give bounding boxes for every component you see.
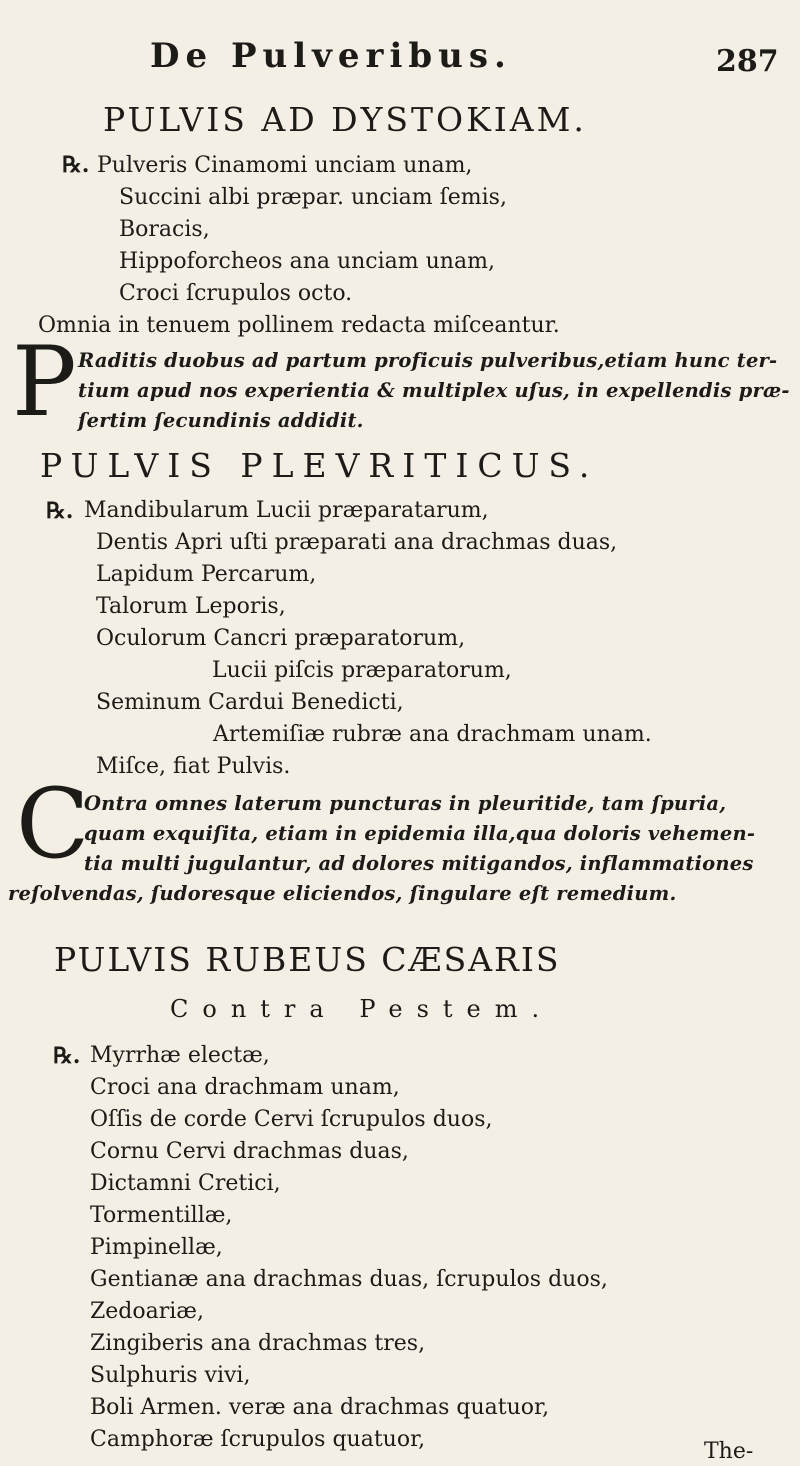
recipe-line: Seminum Cardui Benedicti, [96, 690, 404, 715]
recipe-line: Dentis Apri uſti præparati ana drachmas duas, [96, 530, 618, 555]
recipe-symbol: ℞. [53, 1043, 81, 1069]
recipe-line: Zingiberis ana drachmas tres, [90, 1331, 426, 1356]
recipe-line: Oculorum Cancri præparatorum, [96, 626, 466, 651]
recipe-line: Pimpinellæ, [90, 1235, 223, 1260]
note-line: quam exquiſita, etiam in epidemia illa,qua doloris vehemen- [84, 822, 756, 845]
drop-cap-initial: C [16, 768, 90, 880]
recipe-line: Mandibularum Lucii præparatarum, [84, 498, 489, 523]
note-line: tium apud nos experientia & multiplex uſus, in expellendis præ- [78, 379, 790, 402]
recipe-line: Oſſis de corde Cervi ſcrupulos duos, [90, 1107, 493, 1132]
recipe-line: Tormentillæ, [90, 1203, 233, 1228]
recipe-symbol: ℞. [62, 152, 90, 178]
section-title-pleuriticus: PULVIS PLEVRITICUS. [40, 446, 599, 485]
recipe-line: Boli Armen. veræ ana drachmas quatuor, [90, 1395, 550, 1420]
recipe-line: Boracis, [119, 217, 210, 242]
recipe-line: Croci ana drachmam unam, [90, 1075, 400, 1100]
note-line: Ontra omnes laterum puncturas in pleuritide, tam ſpuria, [84, 792, 727, 815]
recipe-line: Artemiſiæ rubræ ana drachmam unam. [213, 722, 652, 747]
drop-cap-initial: P [12, 326, 77, 438]
section-subtitle: Contra Pestem. [170, 995, 554, 1023]
recipe-line: Zedoariæ, [90, 1299, 204, 1324]
recipe-line: Myrrhæ electæ, [90, 1043, 270, 1068]
running-head: De Pulveribus. [150, 36, 512, 76]
section-title-dystokiam: PULVIS AD DYSTOKIAM. [103, 100, 587, 139]
recipe-line: Cornu Cervi drachmas duas, [90, 1139, 409, 1164]
recipe-line: Hippoforcheos ana unciam unam, [119, 249, 495, 274]
note-line: tia multi jugulantur, ad dolores mitigandos, inflammationes [84, 852, 754, 875]
section-title-rubeus-caesaris: PULVIS RUBEUS CÆSARIS [54, 940, 561, 979]
note-line: ſertim ſecundinis addidit. [78, 409, 364, 432]
recipe-line: Croci ſcrupulos octo. [119, 281, 353, 306]
note-line: reſolvendas, ſudoresque eliciendos, ſingulare eſt remedium. [8, 882, 677, 905]
recipe-line: Dictamni Cretici, [90, 1171, 281, 1196]
recipe-line: Miſce, fiat Pulvis. [96, 754, 291, 779]
recipe-line: Omnia in tenuem pollinem redacta miſceantur. [38, 313, 560, 338]
recipe-line: Talorum Leporis, [96, 594, 286, 619]
recipe-line: Succini albi præpar. unciam ſemis, [119, 185, 507, 210]
recipe-line: Camphoræ ſcrupulos quatuor, [90, 1427, 426, 1452]
recipe-symbol: ℞. [46, 498, 74, 524]
recipe-line: Pulveris Cinamomi unciam unam, [97, 153, 473, 178]
recipe-line: Sulphuris vivi, [90, 1363, 251, 1388]
page-number: 287 [716, 44, 779, 79]
recipe-line: Lapidum Percarum, [96, 562, 317, 587]
recipe-line: Gentianæ ana drachmas duas, ſcrupulos duos, [90, 1267, 608, 1292]
recipe-line: Lucii piſcis præparatorum, [212, 658, 512, 683]
catchword: The- [704, 1439, 754, 1464]
note-line: Raditis duobus ad partum proficuis pulveribus,etiam hunc ter- [78, 349, 778, 372]
